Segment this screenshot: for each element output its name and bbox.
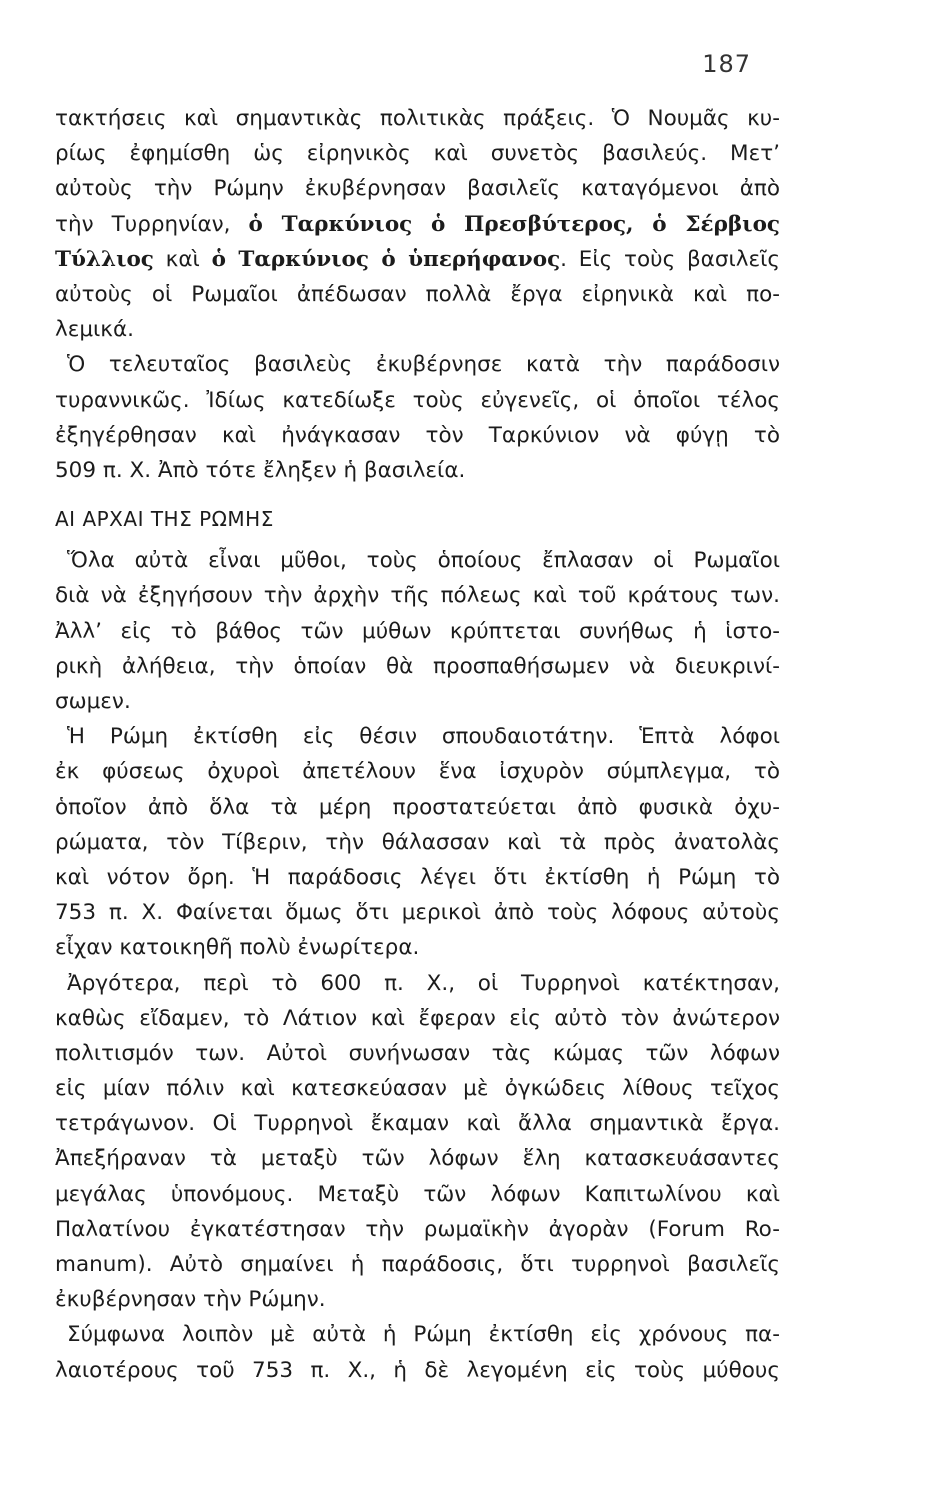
text-line: τακτήσεις καὶ σημαντικὰς πολιτικὰς πράξεις. Ὁ Νουμᾶς κυ- — [55, 106, 780, 131]
text-line: σωμεν. — [55, 689, 131, 714]
paragraph — [55, 347, 780, 488]
text-line: Ὅλα αὐτὰ εἶναι μῦθοι, τοὺς ὁποίους ἔπλασαν οἱ Ρωμαῖοι — [67, 548, 780, 574]
text-line: Σύμφωνα λοιπὸν μὲ αὐτὰ ἡ Ρώμη ἐκτίσθη εἰς χρόνους πα- — [67, 1322, 780, 1348]
text-line: τετράγωνον. Οἱ Τυρρηνοὶ ἔκαμαν καὶ ἄλλα σημαντικὰ ἔργα. — [55, 1111, 780, 1137]
text-line: τυραννικῶς. Ἰδίως κατεδίωξε τοὺς εὐγενεῖς, οἱ ὁποῖοι τέλος — [55, 387, 780, 413]
text-line: καὶ νότον ὄρη. Ἡ παράδοσις λέγει ὅτι ἐκτίσθη ἡ Ρώμη τὸ — [55, 864, 780, 890]
text-span: καὶ — [153, 246, 212, 272]
text-line: ἐκ φύσεως ὀχυροὶ ἀπετέλουν ἕνα ἰσχυρὸν σύμπλεγμα, τὸ — [55, 759, 780, 785]
text-line: ρίως ἐφημίσθη ὡς εἰρηνικὸς καὶ συνετὸς βασιλεύς. Μετ’ — [55, 141, 780, 167]
body-text — [55, 101, 780, 1388]
text-line — [55, 207, 780, 242]
bold-name: ὁ Ταρκύνιος ὁ ὑπερήφανος — [211, 246, 561, 272]
text-line: μεγάλας ὑπονόμους. Μεταξὺ τῶν λόφων Καπιτωλίνου καὶ — [55, 1181, 780, 1207]
section-heading: ΑΙ ΑΡΧΑΙ ΤΗΣ ΡΩΜΗΣ — [55, 507, 274, 532]
text-line: Ἡ Ρώμη ἐκτίσθη εἰς θέσιν σπουδαιοτάτην. Ἑπτὰ λόφοι — [67, 724, 780, 750]
text-line: διὰ νὰ ἐξηγήσουν τὴν ἀρχὴν τῆς πόλεως καὶ τοῦ κράτους των. — [55, 583, 780, 609]
page-number: 187 — [702, 50, 751, 78]
paragraph — [55, 719, 780, 965]
text-line: Ἀλλ’ εἰς τὸ βάθος τῶν μύθων κρύπτεται συνήθως ἡ ἱστο- — [55, 618, 780, 644]
text-line: ἐξηγέρθησαν καὶ ἠνάγκασαν τὸν Ταρκύνιον νὰ φύγῃ τὸ — [55, 422, 780, 448]
text-line: Ἀργότερα, περὶ τὸ 600 π. Χ., οἱ Τυρρηνοὶ κατέκτησαν, — [67, 970, 780, 996]
text-span: τὴν Τυρρηνίαν, — [55, 211, 249, 237]
bold-name: Τύλλιος — [55, 246, 154, 272]
text-line: αὐτοὺς οἱ Ρωμαῖοι ἀπέδωσαν πολλὰ ἔργα εἰρηνικὰ καὶ πο- — [55, 281, 780, 307]
text-line: εἶχαν κατοικηθῆ πολὺ ἐνωρίτερα. — [55, 935, 420, 961]
text-line: ρώματα, τὸν Τίβεριν, τὴν θάλασσαν καὶ τὰ πρὸς ἀνατολὰς — [55, 829, 780, 855]
text-line — [55, 242, 780, 277]
text-line: πολιτισμόν των. Αὐτοὶ συνήνωσαν τὰς κώμας τῶν λόφων — [55, 1040, 780, 1066]
text-line: Παλατίνου ἐγκατέστησαν τὴν ρωμαϊκὴν ἀγορὰν (Forum Ro- — [55, 1216, 780, 1242]
text-line: αὐτοὺς τὴν Ρώμην ἐκυβέρνησαν βασιλεῖς καταγόμενοι ἀπὸ — [55, 176, 780, 202]
text-line: Ὁ τελευταῖος βασιλεὺς ἐκυβέρνησε κατὰ τὴν παράδοσιν — [67, 352, 780, 378]
paragraph — [55, 543, 780, 719]
text-line: ὁποῖον ἀπὸ ὅλα τὰ μέρη προστατεύεται ἀπὸ φυσικὰ ὀχυ- — [55, 794, 780, 820]
paragraph — [55, 101, 780, 347]
text-line: Ἀπεξήραναν τὰ μεταξὺ τῶν λόφων ἕλη κατασκευάσαντες — [55, 1146, 780, 1172]
text-line: ρικὴ ἀλήθεια, τὴν ὁποίαν θὰ προσπαθήσωμεν νὰ διευκρινί- — [55, 653, 780, 679]
text-line: λεμικά. — [55, 317, 134, 343]
text-line: 509 π. Χ. Ἀπὸ τότε ἔληξεν ἡ βασιλεία. — [55, 457, 466, 483]
text-line: manum). Αὐτὸ σημαίνει ἡ παράδοσις, ὅτι τυρρηνοὶ βασιλεῖς — [55, 1252, 780, 1277]
text-line: εἰς μίαν πόλιν καὶ κατεσκεύασαν μὲ ὀγκώδεις λίθους τεῖχος — [55, 1076, 780, 1102]
text-line: καθὼς εἴδαμεν, τὸ Λάτιον καὶ ἔφεραν εἰς αὐτὸ τὸν ἀνώτερον — [55, 1005, 780, 1031]
paragraph — [55, 966, 780, 1318]
bold-name: ὁ Ταρκύνιος ὁ Πρεσβύτερος, ὁ Σέρβιος — [248, 211, 780, 237]
text-line: ἐκυβέρνησαν τὴν Ρώμην. — [55, 1287, 326, 1313]
text-line: λαιοτέρους τοῦ 753 π. Χ., ἡ δὲ λεγομένη εἰς τοὺς μύθους — [55, 1357, 780, 1383]
text-span: . Εἰς τοὺς βασιλεῖς — [560, 246, 780, 272]
paragraph — [55, 1317, 780, 1387]
text-line: 753 π. Χ. Φαίνεται ὅμως ὅτι μερικοὶ ἀπὸ τοὺς λόφους αὐτοὺς — [55, 900, 780, 926]
